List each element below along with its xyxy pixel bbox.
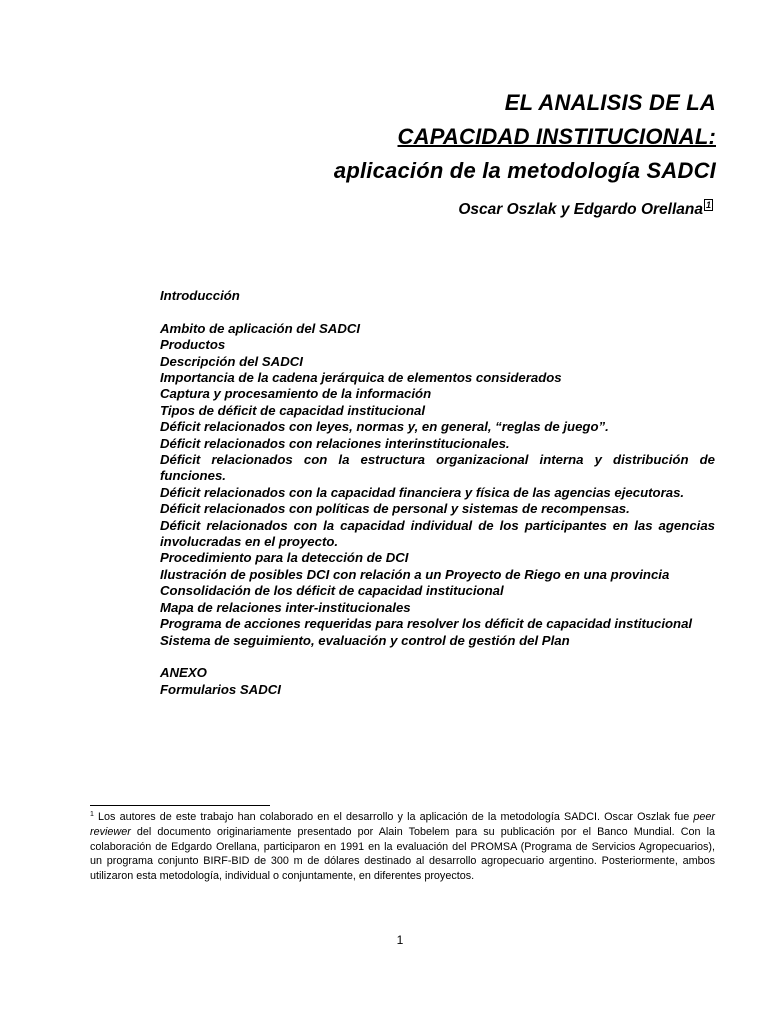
toc-item: Déficit relacionados con relaciones interinstitucionales. [160,435,510,451]
toc-item: Captura y procesamiento de la información [160,386,432,402]
author-names: Oscar Oszlak y Edgardo Orellana [458,201,703,218]
toc-item: Consolidación de los déficit de capacidad institucional [160,583,504,599]
toc-forms: Formularios SADCI [160,681,281,697]
toc-item: Ilustración de posibles DCI con relación a un Proyecto de Riego en una provincia [160,566,670,582]
toc-item: Ambito de aplicación del SADCI [160,320,361,336]
toc-item: Déficit relacionados con políticas de personal y sistemas de recompensas. [160,501,630,517]
toc-item: Importancia de la cadena jerárquica de elementos considerados [160,370,562,386]
toc-item: Productos [160,337,226,353]
toc-item: Déficit relacionados con la capacidad individual de los participantes en las agencias involucradas en el proyecto. [160,517,715,550]
toc-item: Sistema de seguimiento, evaluación y control de gestión del Plan [160,632,570,648]
title-line-1: EL ANALISIS DE LA [504,90,716,115]
toc-item: Déficit relacionados con la estructura organizacional interna y distribución de funciones. [160,452,715,484]
title-line-2: CAPACIDAD INSTITUCIONAL: [397,124,716,149]
toc-item: Programa de acciones requeridas para resolver los déficit de capacidad institucional [160,616,693,632]
toc-item: Déficit relacionados con la capacidad financiera y física de las agencias ejecutoras. [160,484,685,500]
toc-item: Descripción del SADCI [160,353,303,369]
title-line-3: aplicación de la metodología SADCI [333,158,716,183]
toc-intro: Introducción [160,288,240,303]
toc-annex: ANEXO [160,665,207,681]
footnote-separator [90,805,270,806]
toc-item: Procedimiento para la detección de DCI [160,550,409,566]
page-number: 1 [396,933,404,947]
table-of-contents [160,288,715,698]
toc-item: Tipos de déficit de capacidad institucional [160,402,426,418]
footnote-emphasis: peer reviewer [90,811,716,838]
author-line [458,199,713,219]
footnote-text-part2: del documento originariamente presentado por Alain Tobelem para su publicación por el Banco Mundial. Con la colaboración de Edgardo Orellana, participaron en 1991 en la evaluación del PROMSA (Programa de Servicios Agropecuarios), un programa conjunto BIRF-BID de 300 m de dólares destinado al desarrollo agropecuario argentino. Posteriormente, ambos utilizaron esta metodología, individual o conjuntamente, en diferentes proyectos. [90,825,716,883]
toc-item: Mapa de relaciones inter-institucionales [160,599,411,615]
footnote-reference[interactable]: 1 [705,200,711,210]
toc-item: Déficit relacionados con leyes, normas y, en general, “reglas de juego”. [160,419,609,435]
footnote-number: 1 [90,811,94,818]
footnote-text-part1: Los autores de este trabajo han colaborado en el desarrollo y la aplicación de la metodología SADCI. Oscar Oszlak fue [98,811,690,823]
document-title [334,86,716,188]
footnote [90,810,715,884]
